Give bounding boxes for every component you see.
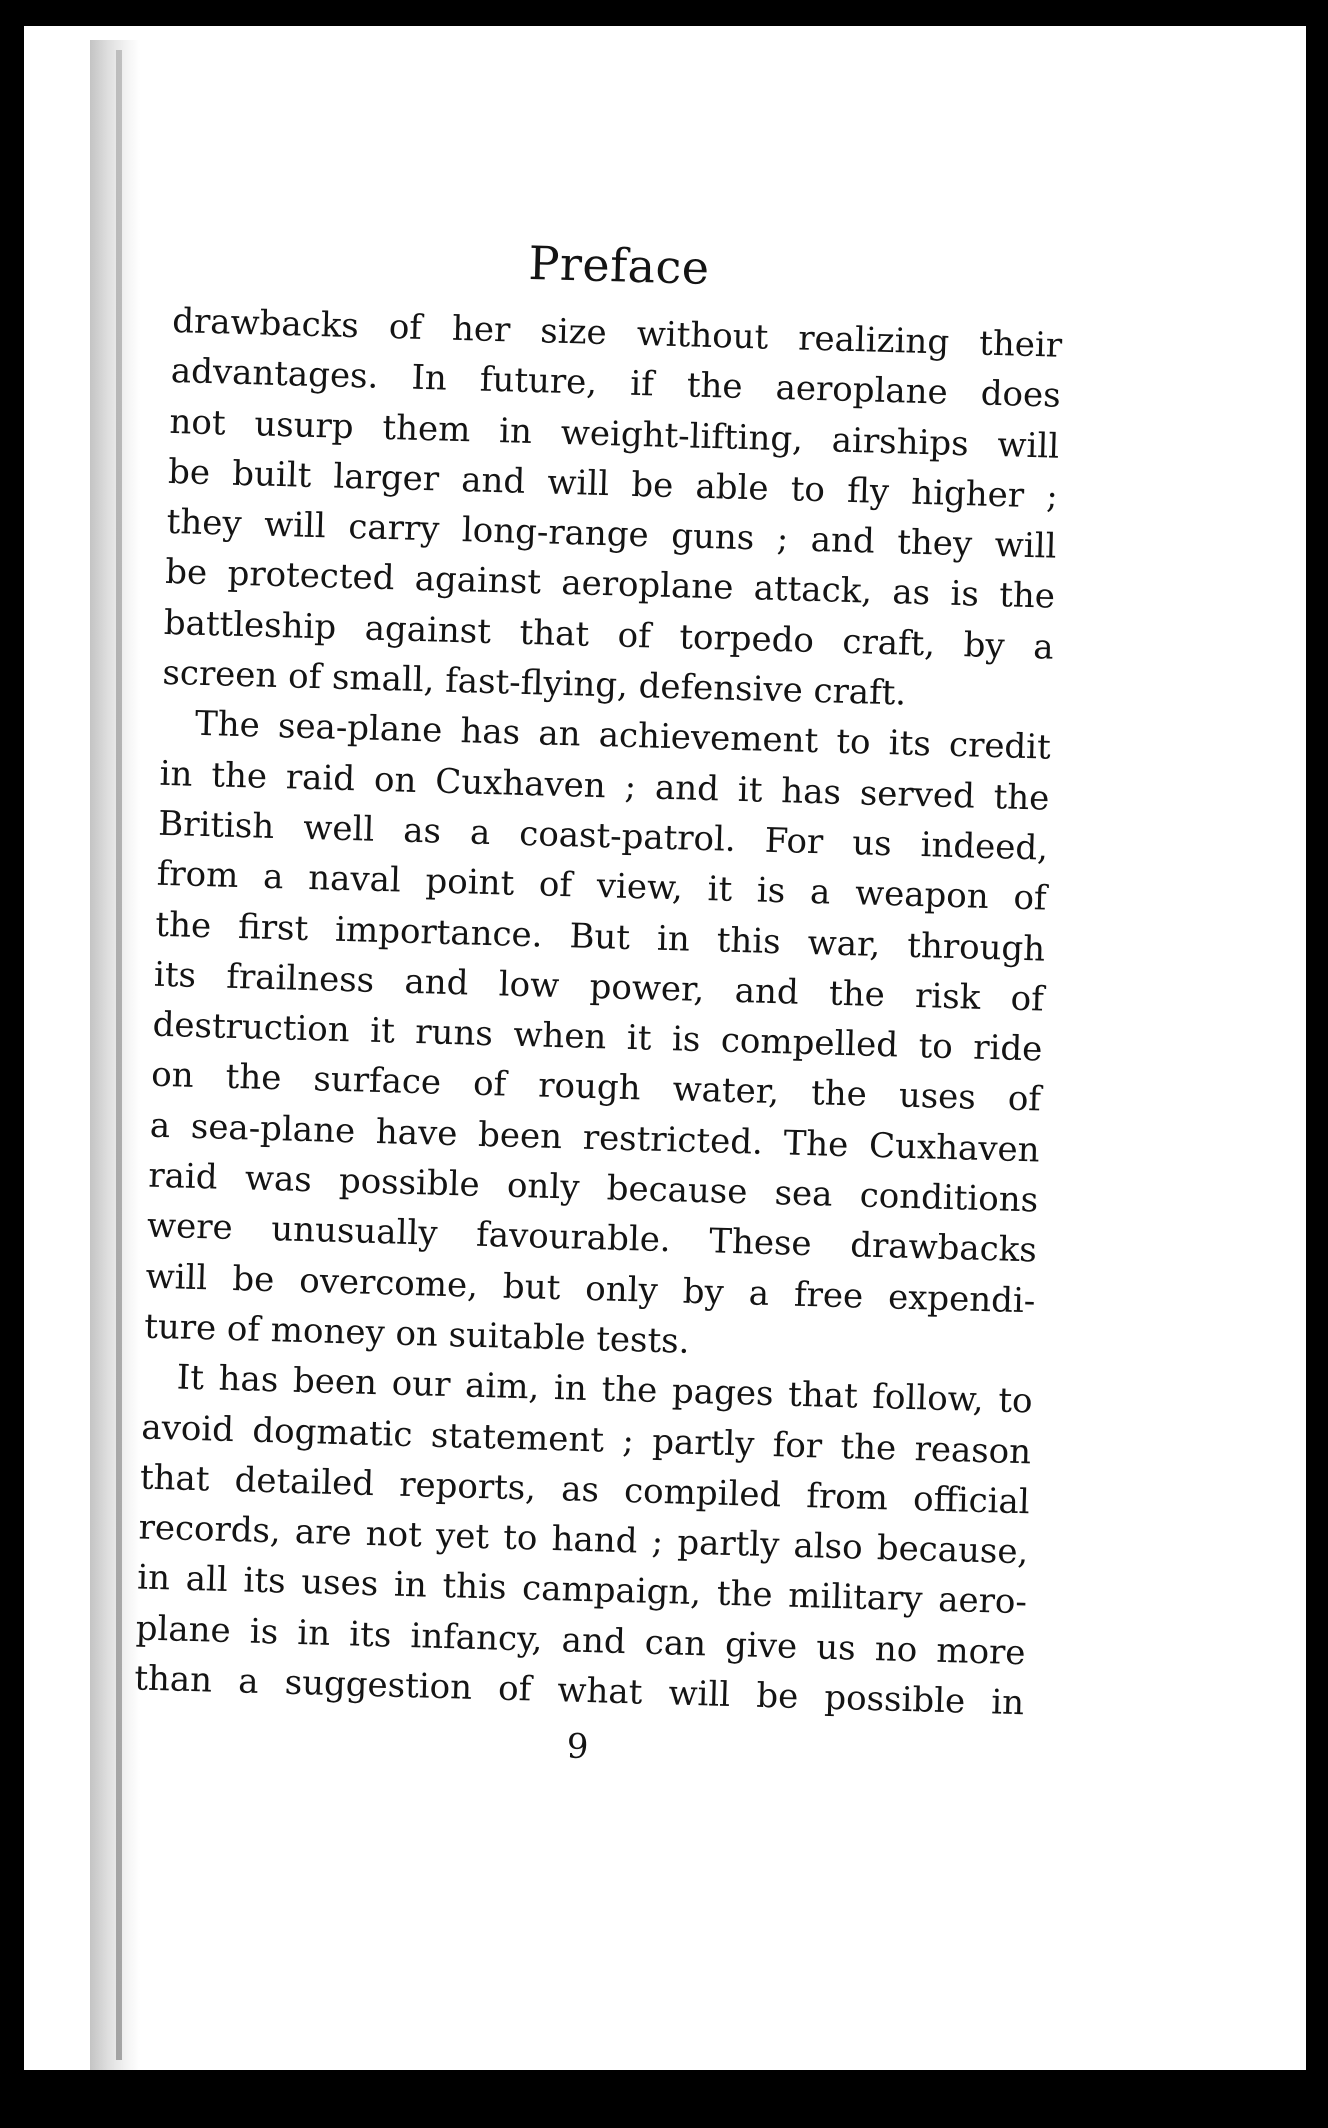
text-line: records, are not yet to hand ; partly also because, — [138, 1507, 1029, 1573]
binding-shadow — [90, 40, 140, 2070]
text-line: be protected against aeroplane attack, as is the — [164, 552, 1056, 618]
text-line: battleship against that of torpedo craft, by a — [163, 602, 1055, 668]
text-line: will be overcome, but only by a free expendi- — [145, 1256, 1036, 1322]
running-head: Preface — [527, 235, 711, 295]
text-line: on the surface of rough water, the uses of — [150, 1055, 1042, 1120]
text-line: its frailness and low power, and the risk of — [153, 954, 1045, 1020]
text-line: British well as a coast-patrol. For us indeed, — [157, 803, 1049, 869]
text-line: a sea-plane have been restricted. The Cuxhaven — [149, 1105, 1041, 1171]
text-line: raid was possible only because sea conditions — [147, 1155, 1039, 1221]
binding-gutter-line — [116, 50, 122, 2060]
text-line: advantages. In future, if the aeroplane does — [170, 351, 1062, 417]
text-line: avoid dogmatic statement ; partly for the reason — [140, 1407, 1032, 1472]
text-line: destruction it runs when it is compelled to ride — [152, 1004, 1043, 1070]
text-line: than a suggestion of what will be possible in — [133, 1658, 1025, 1724]
text-line: not usurp them in weight-lifting, airships will — [168, 401, 1060, 467]
text-line: were unusually favourable. These drawbacks — [146, 1205, 1038, 1271]
text-line: be built larger and will be able to fly higher ; — [167, 451, 1059, 517]
text-line: It has been our aim, in the pages that follow, to — [176, 1357, 1034, 1422]
page-number: 9 — [566, 1726, 590, 1768]
scan-border-top — [0, 0, 1328, 26]
text-line: The sea-plane has an achievement to its credit — [194, 704, 1052, 769]
scan-border-bottom — [0, 2070, 1328, 2128]
text-line: they will carry long-range guns ; and they will — [166, 502, 1057, 567]
text-line: screen of small, fast-flying, defensive craft. — [161, 652, 907, 714]
paragraph-3 — [134, 1352, 1033, 1729]
page-text-block — [132, 226, 1064, 1785]
text-line: drawbacks of her size without realizing their — [171, 300, 1063, 366]
scan-border-right — [1306, 0, 1328, 2128]
text-line: in the raid on Cuxhaven ; and it has served the — [159, 753, 1050, 819]
text-line: from a naval point of view, it is a weapon of — [156, 854, 1048, 919]
text-line: ture of money on suitable tests. — [143, 1306, 691, 1362]
paragraph-2 — [144, 698, 1052, 1376]
paragraph-1 — [162, 296, 1063, 723]
text-line: plane is in its infancy, and can give us no more — [135, 1608, 1027, 1674]
text-line: the first importance. But in this war, through — [154, 904, 1046, 970]
scan-border-left — [0, 0, 24, 2128]
text-line: that detailed reports, as compiled from official — [139, 1457, 1031, 1523]
text-line: in all its uses in this campaign, the military aero- — [136, 1557, 1028, 1623]
